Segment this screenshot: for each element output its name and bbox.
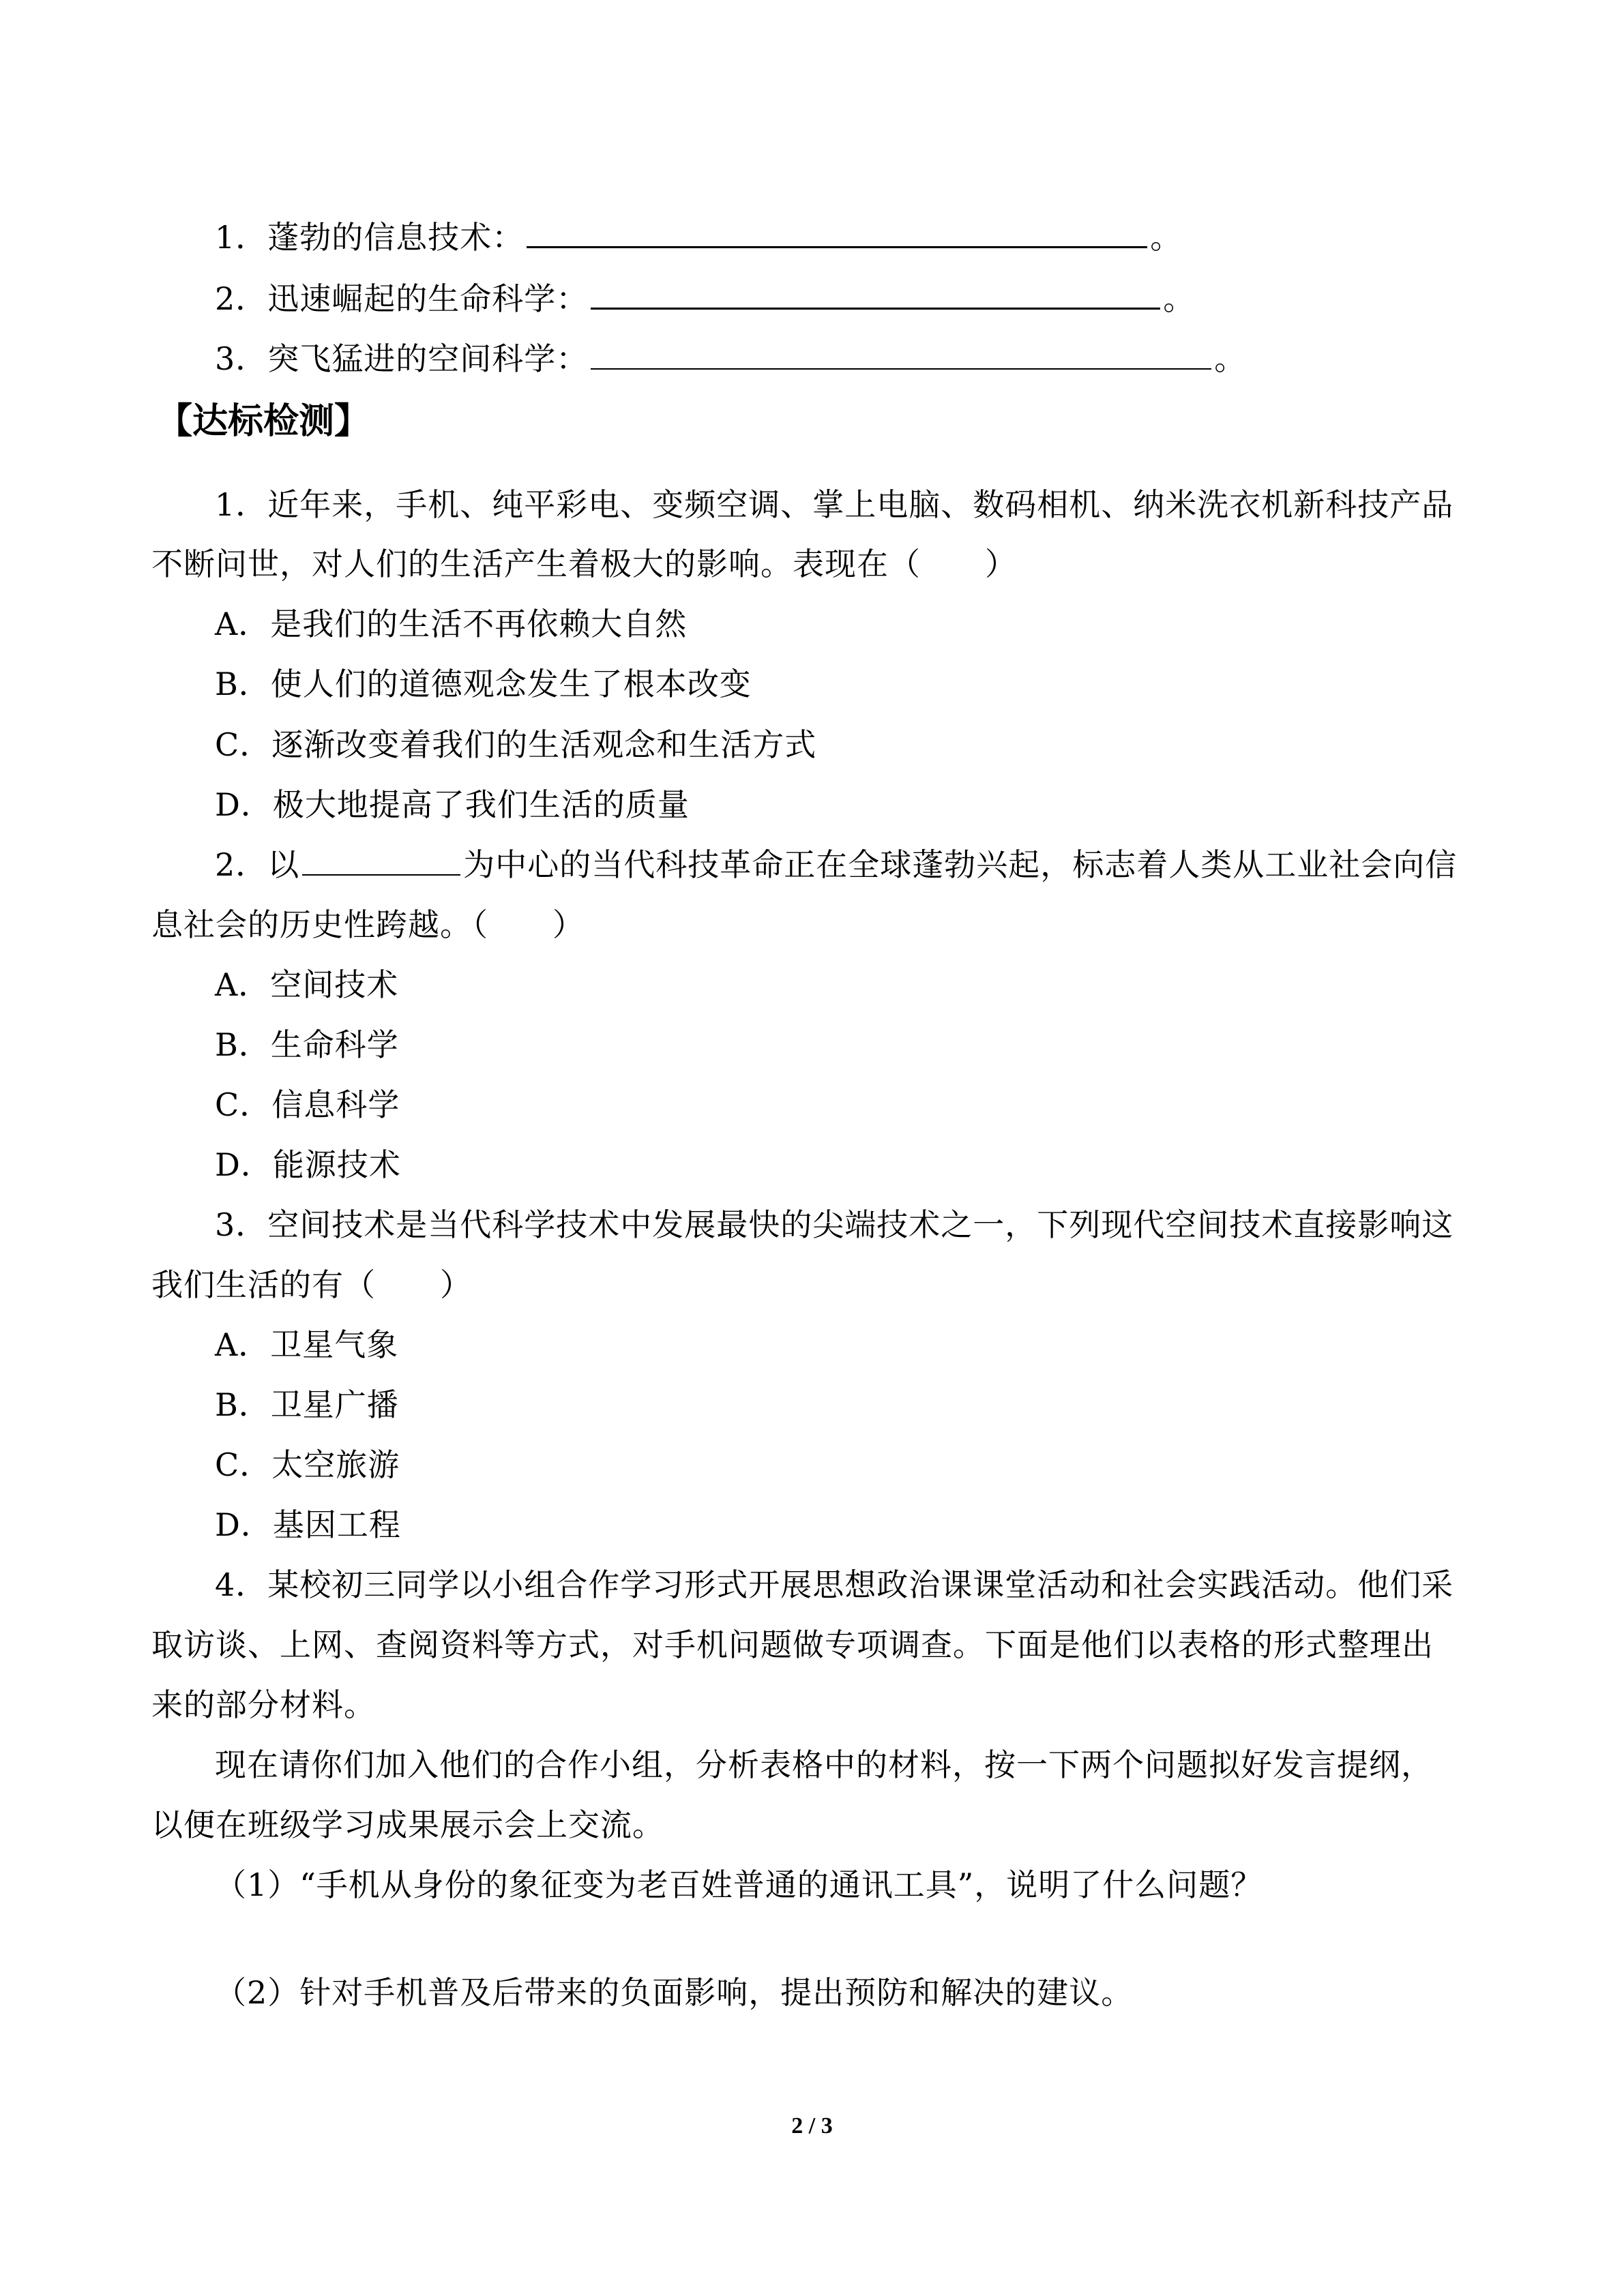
question-2-line-2: 息社会的历史性跨越。（ ） bbox=[151, 906, 585, 943]
question-4-line-4: 现在请你们加入他们的合作小组，分析表格中的材料，按一下两个问题拟好发言提纲， bbox=[215, 1746, 1433, 1783]
question-1-option-c[interactable]: C．逐渐改变着我们的生活观念和生活方式 bbox=[215, 726, 817, 763]
question-1-line-1: 1．近年来，手机、纯平彩电、变频空调、掌上电脑、数码相机、纳米洗衣机新科技产品 bbox=[215, 486, 1454, 523]
fill-in-item-1 bbox=[215, 217, 1182, 258]
question-1-option-d[interactable]: D．极大地提高了我们生活的质量 bbox=[215, 786, 690, 823]
question-4-line-2: 取访谈、上网、查阅资料等方式，对手机问题做专项调查。下面是他们以表格的形式整理出 bbox=[151, 1626, 1434, 1663]
fill-in-item-1-blank[interactable] bbox=[527, 219, 1147, 248]
question-3-option-b[interactable]: B．卫星广播 bbox=[215, 1386, 399, 1423]
question-1-option-b[interactable]: B．使人们的道德观念发生了根本改变 bbox=[215, 666, 752, 702]
question-2-prefix: 2．以 bbox=[215, 846, 300, 883]
question-3-option-a[interactable]: A．卫星气象 bbox=[215, 1326, 399, 1363]
question-1-option-a[interactable]: A．是我们的生活不再依赖大自然 bbox=[215, 606, 688, 642]
question-2-line-1 bbox=[215, 844, 1457, 885]
fill-in-item-2-label: 2．迅速崛起的生命科学： bbox=[215, 280, 589, 317]
fill-in-item-2-end: 。 bbox=[1163, 280, 1196, 317]
page-number: 2 / 3 bbox=[791, 2113, 833, 2138]
question-4-sub-question-1: （1）“手机从身份的象征变为老百姓普通的通讯工具”，说明了什么问题？ bbox=[215, 1866, 1263, 1903]
question-2-option-d[interactable]: D．能源技术 bbox=[215, 1146, 401, 1183]
question-3-option-c[interactable]: C．太空旅游 bbox=[215, 1446, 400, 1483]
fill-in-item-1-end: 。 bbox=[1150, 219, 1183, 256]
question-1-line-2: 不断问世，对人们的生活产生着极大的影响。表现在（ ） bbox=[151, 546, 1017, 582]
question-2-blank[interactable] bbox=[302, 847, 460, 876]
fill-in-item-3 bbox=[215, 338, 1246, 379]
question-3-option-d[interactable]: D．基因工程 bbox=[215, 1506, 401, 1543]
fill-in-item-2-blank[interactable] bbox=[591, 280, 1160, 310]
fill-in-item-1-label: 1．蓬勃的信息技术： bbox=[215, 219, 525, 256]
fill-in-item-3-end: 。 bbox=[1214, 340, 1247, 377]
fill-in-item-3-label: 3．突飞猛进的空间科学： bbox=[215, 340, 589, 377]
question-2-option-c[interactable]: C．信息科学 bbox=[215, 1086, 400, 1123]
section-title: 【达标检测】 bbox=[157, 401, 370, 442]
fill-in-item-2 bbox=[215, 278, 1195, 319]
question-4-sub-question-2: （2）针对手机普及后带来的负面影响，提出预防和解决的建议。 bbox=[215, 1974, 1134, 2011]
question-2-option-a[interactable]: A．空间技术 bbox=[215, 966, 399, 1003]
question-4-line-1: 4．某校初三同学以小组合作学习形式开展思想政治课课堂活动和社会实践活动。他们采 bbox=[215, 1566, 1454, 1603]
question-2-suffix: 为中心的当代科技革命正在全球蓬勃兴起，标志着人类从工业社会向信 bbox=[463, 846, 1458, 883]
fill-in-item-3-blank[interactable] bbox=[591, 341, 1211, 370]
question-3-line-1: 3．空间技术是当代科学技术中发展最快的尖端技术之一，下列现代空间技术直接影响这 bbox=[215, 1206, 1454, 1243]
question-3-line-2: 我们生活的有（ ） bbox=[151, 1266, 472, 1303]
question-4-line-5: 以便在班级学习成果展示会上交流。 bbox=[151, 1806, 664, 1843]
question-4-line-3: 来的部分材料。 bbox=[151, 1686, 376, 1723]
question-2-option-b[interactable]: B．生命科学 bbox=[215, 1026, 399, 1063]
